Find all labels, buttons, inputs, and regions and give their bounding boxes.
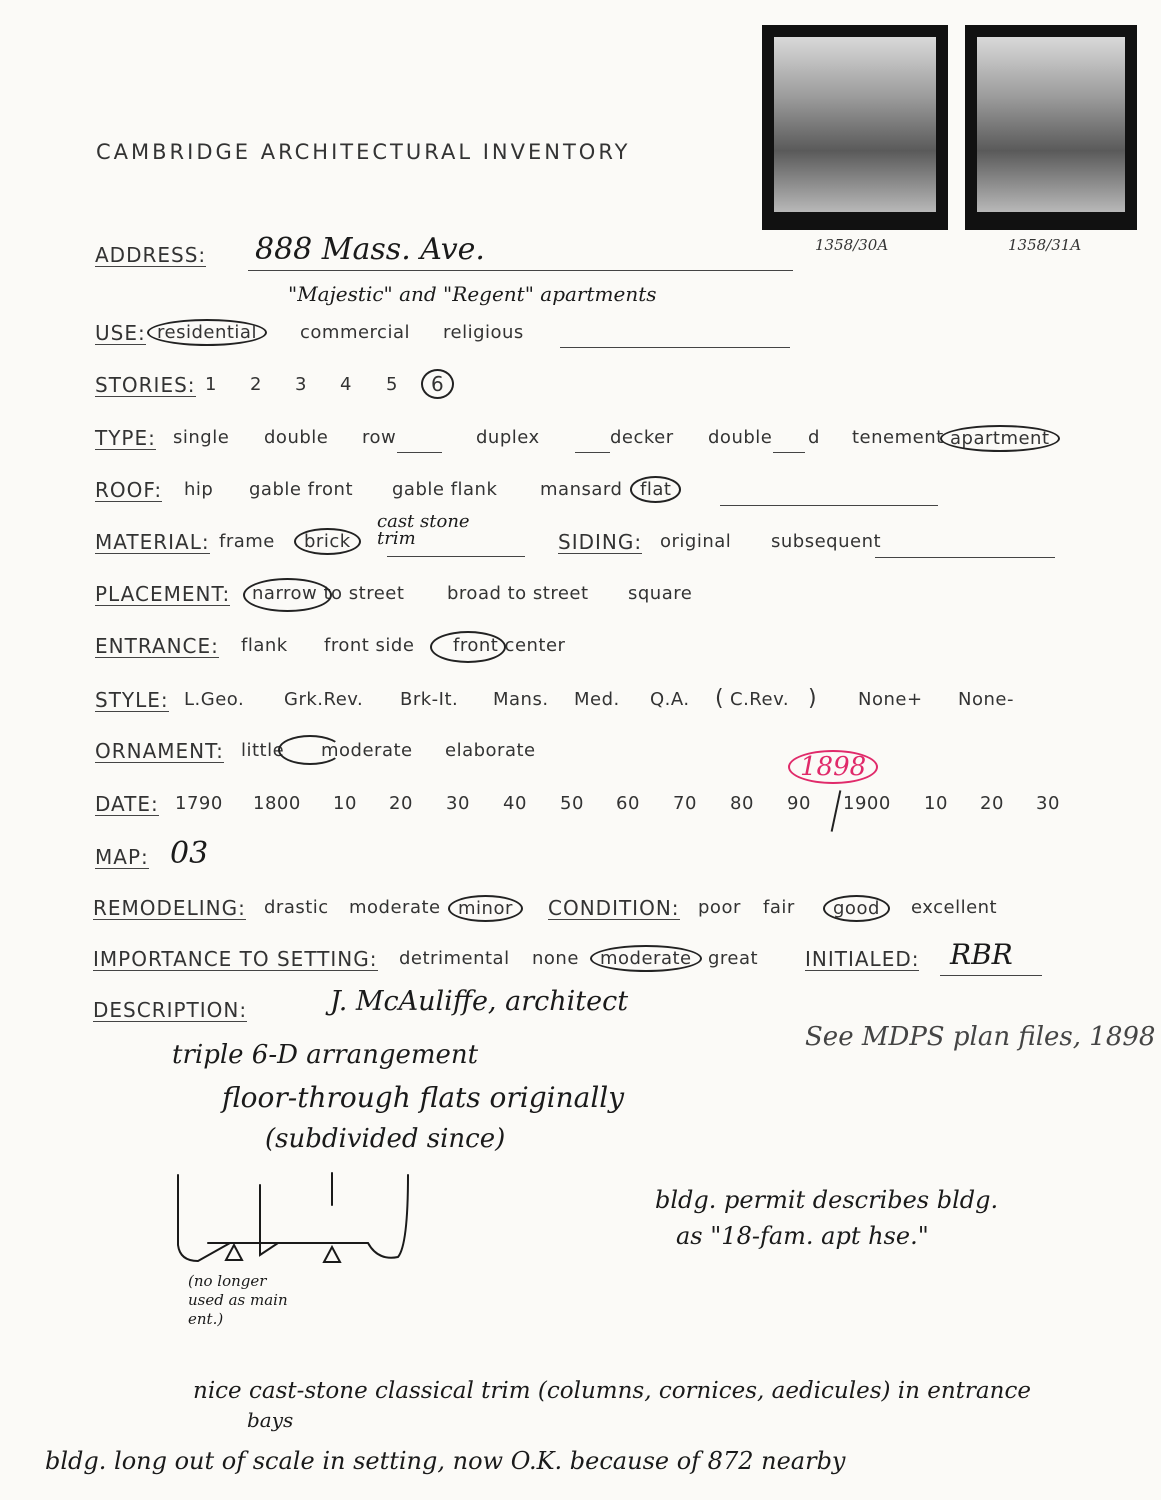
type-single: single [173, 427, 230, 448]
photo-left [762, 25, 948, 230]
use-label: USE: [95, 321, 146, 345]
ornament-little: little [241, 740, 285, 761]
map-value: 03 [170, 836, 209, 871]
entrance-label: ENTRANCE: [95, 634, 219, 658]
ornament-elaborate: elaborate [445, 740, 536, 761]
roof-mansard: mansard [540, 479, 623, 500]
type-label: TYPE: [95, 426, 156, 450]
style-crev-paren-open: ( [715, 686, 725, 711]
description-architect: J. McAuliffe, architect [330, 986, 629, 1017]
placement-narrow: narrow to street [252, 583, 405, 604]
description-line-3: (subdivided since) [265, 1124, 506, 1154]
date-60: 60 [616, 793, 640, 814]
address-value: 888 Mass. Ave. [255, 232, 485, 267]
type-double: double [264, 427, 329, 448]
photo-right-caption: 1358/31A [1008, 236, 1082, 254]
entrance-circle [430, 631, 506, 663]
placement-label: PLACEMENT: [95, 582, 231, 606]
photo-right [965, 25, 1137, 230]
style-qa: Q.A. [650, 689, 690, 710]
ornament-circle [278, 735, 342, 765]
type-row: row [362, 427, 397, 448]
initialed-label: INITIALED: [805, 947, 920, 971]
condition-label: CONDITION: [548, 896, 680, 920]
condition-poor: poor [698, 897, 741, 918]
date-90: 90 [787, 793, 811, 814]
remodeling-minor: minor [448, 895, 523, 922]
roof-gable-flank: gable flank [392, 479, 498, 500]
importance-moderate: moderate [590, 945, 702, 972]
type-double-decker: double [708, 427, 773, 448]
description-side-note: See MDPS plan files, 1898 [805, 1022, 1156, 1052]
floor-plan-sketch [168, 1165, 418, 1275]
form-title: CAMBRIDGE ARCHITECTURAL INVENTORY [96, 140, 631, 164]
style-none-plus: None+ [858, 689, 923, 710]
date-80: 80 [730, 793, 754, 814]
material-handwritten: cast stone trim [377, 511, 470, 549]
date-1910: 10 [924, 793, 948, 814]
entrance-front-center: front center [453, 635, 566, 656]
importance-label: IMPORTANCE TO SETTING: [93, 947, 378, 971]
address-label: ADDRESS: [95, 243, 207, 267]
use-option-residential: residential [147, 319, 267, 346]
remodeling-drastic: drastic [264, 897, 329, 918]
permit-line-2: as "18-fam. apt hse." [676, 1222, 929, 1250]
remodeling-label: REMODELING: [93, 896, 246, 920]
trim-note-cont: bays [247, 1408, 294, 1432]
material-brick: brick [294, 528, 361, 555]
type-decker: decker [610, 427, 674, 448]
date-1920: 20 [980, 793, 1004, 814]
description-label: DESCRIPTION: [93, 998, 248, 1022]
roof-flat: flat [630, 476, 681, 503]
stories-3: 3 [295, 374, 307, 395]
date-1790: 1790 [175, 793, 223, 814]
description-line-2: floor-through flats originally [222, 1081, 625, 1114]
importance-detrimental: detrimental [399, 948, 510, 969]
diagram-note: (no longer used as main ent.) [188, 1272, 288, 1328]
style-brkit: Brk-It. [400, 689, 459, 710]
date-10: 10 [333, 793, 357, 814]
date-label: DATE: [95, 792, 159, 816]
roof-hip: hip [184, 479, 214, 500]
material-frame: frame [219, 531, 275, 552]
style-med: Med. [574, 689, 620, 710]
use-option-religious: religious [443, 322, 524, 343]
trim-note: nice cast-stone classical trim (columns, cornices, aedicules) in entrance [193, 1378, 1031, 1404]
placement-broad: broad to street [447, 583, 589, 604]
ornament-label: ORNAMENT: [95, 739, 224, 763]
date-50: 50 [560, 793, 584, 814]
ornament-moderate: moderate [321, 740, 413, 761]
placement-circle [243, 578, 332, 612]
condition-fair: fair [763, 897, 795, 918]
style-lgeo: L.Geo. [184, 689, 245, 710]
siding-subsequent: subsequent [771, 531, 882, 552]
style-mans: Mans. [493, 689, 549, 710]
date-30: 30 [446, 793, 470, 814]
stories-1: 1 [205, 374, 217, 395]
siding-original: original [660, 531, 732, 552]
placement-square: square [628, 583, 693, 604]
entrance-front-side: front side [324, 635, 415, 656]
siding-label: SIDING: [558, 530, 643, 554]
stories-6: 6 [421, 369, 454, 399]
use-option-commercial: commercial [300, 322, 410, 343]
style-none-minus: None- [958, 689, 1014, 710]
permit-line-1: bldg. permit describes bldg. [655, 1186, 999, 1214]
date-tick-mark [831, 790, 842, 831]
type-duplex: duplex [476, 427, 540, 448]
date-1800: 1800 [253, 793, 301, 814]
style-crev: C.Rev. [730, 689, 790, 710]
date-1930: 30 [1036, 793, 1060, 814]
stories-4: 4 [340, 374, 352, 395]
photo-left-caption: 1358/30A [815, 236, 889, 254]
date-70: 70 [673, 793, 697, 814]
date-40: 40 [503, 793, 527, 814]
style-label: STYLE: [95, 688, 169, 712]
initialed-value: RBR [950, 938, 1013, 971]
stories-2: 2 [250, 374, 262, 395]
condition-excellent: excellent [911, 897, 998, 918]
type-apartment: apartment [940, 425, 1060, 452]
condition-good: good [823, 895, 890, 922]
entrance-flank: flank [241, 635, 288, 656]
date-handwritten: 1898 [788, 750, 878, 784]
description-line-1: triple 6-D arrangement [172, 1040, 479, 1070]
date-1900: 1900 [843, 793, 891, 814]
importance-great: great [708, 948, 759, 969]
style-crev-paren-close: ) [808, 686, 818, 711]
style-grkrev: Grk.Rev. [284, 689, 364, 710]
remodeling-moderate: moderate [349, 897, 441, 918]
roof-label: ROOF: [95, 478, 163, 502]
importance-none: none [532, 948, 579, 969]
map-label: MAP: [95, 845, 149, 869]
roof-gable-front: gable front [249, 479, 353, 500]
address-note: "Majestic" and "Regent" apartments [288, 282, 657, 306]
type-d: d [808, 427, 820, 448]
stories-label: STORIES: [95, 373, 196, 397]
scale-note: bldg. long out of scale in setting, now O.K. because of 872 nearby [45, 1447, 846, 1475]
type-tenement: tenement [852, 427, 944, 448]
material-label: MATERIAL: [95, 530, 210, 554]
date-20: 20 [389, 793, 413, 814]
stories-5: 5 [386, 374, 398, 395]
